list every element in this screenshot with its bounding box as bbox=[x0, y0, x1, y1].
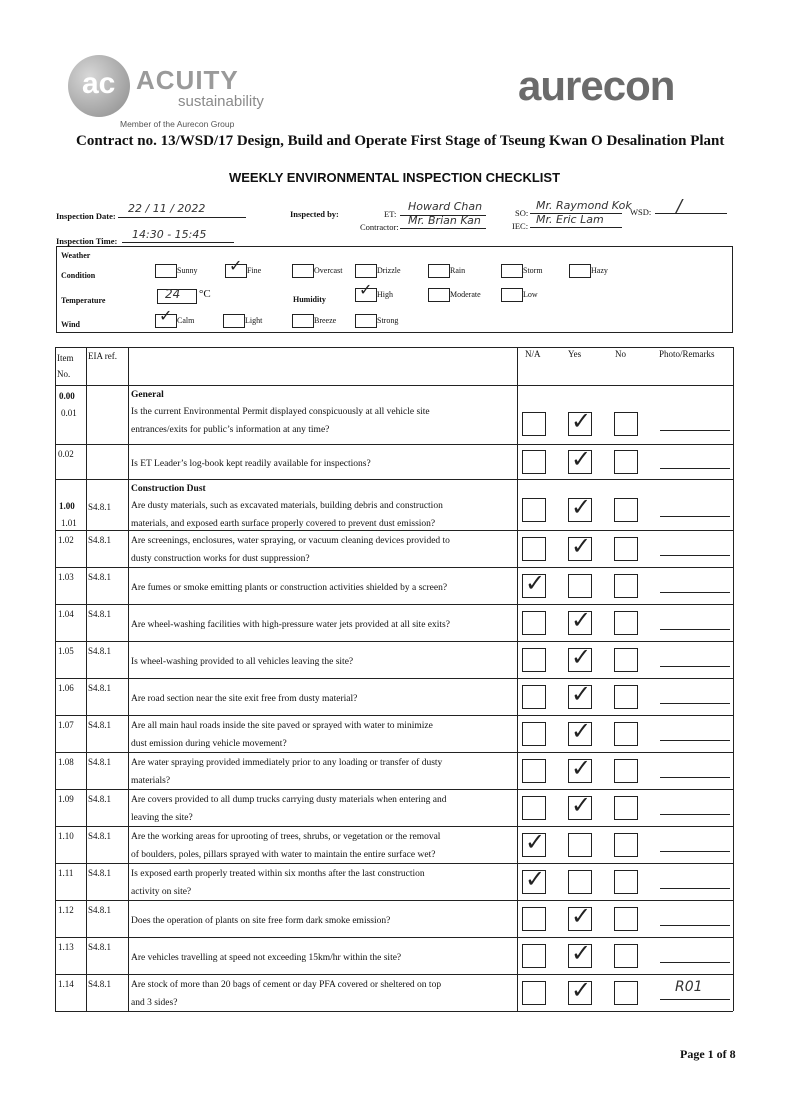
row-question: Is wheel-washing provided to all vehicles leaving the site? bbox=[131, 656, 354, 667]
row-question-line-2: materials? bbox=[131, 776, 171, 786]
wind-checkbox-breeze[interactable] bbox=[292, 314, 314, 328]
table-row-line bbox=[55, 678, 733, 679]
remarks-line[interactable] bbox=[660, 925, 730, 926]
answer-checkbox-no[interactable] bbox=[614, 498, 638, 522]
row-question-line-1: Are the working areas for uprooting of trees, shrubs, or vegetation or the removal bbox=[131, 832, 441, 842]
answer-check-icon: ✓ bbox=[571, 642, 592, 671]
row-question: Are vehicles travelling at speed not exceeding 15km/hr within the site? bbox=[131, 952, 402, 963]
weather-title: Weather bbox=[61, 251, 91, 260]
wsd-value[interactable]: / bbox=[676, 196, 683, 217]
table-row-line bbox=[55, 715, 733, 716]
condition-option-sunny: Sunny bbox=[177, 266, 198, 275]
answer-checkbox-no[interactable] bbox=[614, 722, 638, 746]
remarks-line[interactable] bbox=[660, 999, 730, 1000]
header-item: Item bbox=[57, 353, 74, 363]
iec-value[interactable]: Mr. Eric Lam bbox=[536, 213, 604, 226]
row-eia-ref: S4.8.1 bbox=[88, 868, 112, 878]
remarks-line[interactable] bbox=[660, 814, 730, 815]
row-item-number: 1.11 bbox=[58, 868, 74, 878]
wind-option-breeze: Breeze bbox=[314, 316, 337, 325]
row-eia-ref: S4.8.1 bbox=[88, 757, 112, 767]
inspection-time-line bbox=[122, 242, 234, 243]
row-question: Does the operation of plants on site free form dark smoke emission? bbox=[131, 915, 391, 926]
answer-checkbox-na[interactable] bbox=[522, 796, 546, 820]
table-row-line bbox=[55, 974, 733, 975]
iec-line bbox=[530, 227, 622, 228]
row-eia-ref: S4.8.1 bbox=[88, 535, 112, 545]
table-row-line bbox=[55, 641, 733, 642]
answer-checkbox-no[interactable] bbox=[614, 648, 638, 672]
answer-checkbox-no[interactable] bbox=[614, 574, 638, 598]
wsd-label: WSD: bbox=[630, 207, 652, 217]
answer-check-icon: ✓ bbox=[571, 407, 592, 435]
remarks-line[interactable] bbox=[660, 666, 730, 667]
row-item-number: 0.01 bbox=[61, 408, 77, 418]
wind-option-calm: Calm bbox=[177, 316, 195, 325]
wind-option-light: Light bbox=[245, 316, 263, 325]
condition-label: Condition bbox=[61, 271, 96, 280]
row-question-line-2: dust emission during vehicle movement? bbox=[131, 739, 287, 749]
answer-check-icon: ✓ bbox=[571, 493, 592, 521]
remarks-line[interactable] bbox=[660, 516, 730, 517]
row-question-line-1: Are covers provided to all dump trucks carrying dusty materials when entering and bbox=[131, 795, 447, 805]
row-question-line-1: Are dusty materials, such as excavated materials, building debris and construction bbox=[131, 501, 443, 511]
row-eia-ref: S4.8.1 bbox=[88, 905, 112, 915]
row-question-line-2: entrances/exits for public’s information at any time? bbox=[131, 425, 330, 435]
row-eia-ref: S4.8.1 bbox=[88, 572, 112, 582]
condition-option-rain: Rain bbox=[450, 266, 466, 275]
contractor-value[interactable]: Mr. Brian Kan bbox=[408, 214, 481, 227]
row-item-number: 1.05 bbox=[58, 646, 74, 656]
header-photo-remarks: Photo/Remarks bbox=[659, 349, 715, 359]
et-label: ET: bbox=[384, 209, 397, 219]
answer-checkbox-na[interactable] bbox=[522, 907, 546, 931]
table-row-line bbox=[55, 604, 733, 605]
answer-checkbox-na[interactable] bbox=[522, 759, 546, 783]
row-item-number: 1.09 bbox=[58, 794, 74, 804]
condition-checkbox-sunny[interactable] bbox=[155, 264, 177, 278]
condition-check-icon: ✓ bbox=[229, 256, 243, 275]
answer-checkbox-no[interactable] bbox=[614, 537, 638, 561]
checklist-title: WEEKLY ENVIRONMENTAL INSPECTION CHECKLIST bbox=[228, 170, 561, 185]
so-label: SO: bbox=[515, 208, 529, 218]
answer-checkbox-no[interactable] bbox=[614, 944, 638, 968]
condition-option-fine: Fine bbox=[247, 266, 262, 275]
answer-check-icon: ✓ bbox=[525, 827, 546, 856]
condition-option-storm: Storm bbox=[523, 266, 543, 275]
row-eia-ref: S4.8.1 bbox=[88, 831, 112, 841]
inspection-time-label: Inspection Time: bbox=[56, 236, 118, 246]
answer-checkbox-na[interactable] bbox=[522, 498, 546, 522]
row-question-line-2: activity on site? bbox=[131, 887, 192, 897]
humidity-checkbox-moderate[interactable] bbox=[428, 288, 450, 302]
answer-checkbox-no[interactable] bbox=[614, 685, 638, 709]
row-eia-ref: S4.8.1 bbox=[88, 720, 112, 730]
condition-option-overcast: Overcast bbox=[314, 266, 343, 275]
answer-check-icon: ✓ bbox=[571, 679, 592, 708]
answer-checkbox-na[interactable] bbox=[522, 981, 546, 1005]
answer-checkbox-no[interactable] bbox=[614, 981, 638, 1005]
answer-checkbox-na[interactable] bbox=[522, 611, 546, 635]
row-question-line-2: and 3 sides? bbox=[131, 998, 178, 1008]
row-item-number: 1.13 bbox=[58, 942, 74, 952]
row-question: Are wheel-washing facilities with high-pressure water jets provided at all site exits? bbox=[131, 619, 450, 630]
answer-checkbox-yes[interactable] bbox=[568, 870, 592, 894]
header-eia-ref: EIA ref. bbox=[88, 351, 117, 361]
remarks-line[interactable] bbox=[660, 851, 730, 852]
condition-option-drizzle: Drizzle bbox=[377, 266, 401, 275]
table-row-line bbox=[55, 937, 733, 938]
humidity-option-high: High bbox=[377, 290, 393, 299]
row-eia-ref: S4.8.1 bbox=[88, 979, 112, 989]
row-question-line-1: Is exposed earth properly treated within six months after the last construction bbox=[131, 869, 425, 879]
condition-option-hazy: Hazy bbox=[591, 266, 608, 275]
row-item-section-number: 0.00 bbox=[59, 391, 75, 401]
remarks-line[interactable] bbox=[660, 888, 730, 889]
header-yes: Yes bbox=[568, 349, 582, 359]
remarks-line[interactable] bbox=[660, 740, 730, 741]
wind-checkbox-strong[interactable] bbox=[355, 314, 377, 328]
answer-check-icon: ✓ bbox=[571, 790, 592, 819]
acuity-tagline: sustainability bbox=[178, 93, 264, 110]
row-eia-ref: S4.8.1 bbox=[88, 609, 112, 619]
answer-check-icon: ✓ bbox=[571, 531, 592, 560]
humidity-label: Humidity bbox=[293, 295, 326, 304]
row-item-number: 1.03 bbox=[58, 572, 74, 582]
remarks-line[interactable] bbox=[660, 555, 730, 556]
table-row-line bbox=[55, 347, 733, 348]
row-question: Are fumes or smoke emitting plants or construction activities shielded by a screen? bbox=[131, 582, 448, 593]
contractor-line bbox=[400, 228, 486, 229]
row-question: Are road section near the site exit free from dusty material? bbox=[131, 693, 358, 704]
row-eia-ref: S4.8.1 bbox=[88, 794, 112, 804]
row-eia-ref: S4.8.1 bbox=[88, 942, 112, 952]
answer-check-icon: ✓ bbox=[571, 444, 592, 473]
answer-checkbox-no[interactable] bbox=[614, 759, 638, 783]
row-section-title: General bbox=[131, 390, 164, 400]
answer-checkbox-na[interactable] bbox=[522, 685, 546, 709]
row-item-number: 1.08 bbox=[58, 757, 74, 767]
row-item-section-number: 1.00 bbox=[59, 501, 75, 511]
table-column-line bbox=[55, 347, 56, 1011]
row-eia-ref: S4.8.1 bbox=[88, 502, 112, 512]
row-question-line-1: Is the current Environmental Permit displayed conspicuously at all vehicle site bbox=[131, 407, 430, 417]
condition-checkbox-hazy[interactable] bbox=[569, 264, 591, 278]
row-question-line-1: Are stock of more than 20 bags of cement or day PFA covered or sheltered on top bbox=[131, 980, 442, 990]
wind-check-icon: ✓ bbox=[159, 306, 173, 325]
condition-checkbox-storm[interactable] bbox=[501, 264, 523, 278]
acuity-logo-icon bbox=[68, 55, 130, 117]
row-question-line-1: Are water spraying provided immediately prior to any loading or transfer of dusty bbox=[131, 758, 443, 768]
answer-check-icon: ✓ bbox=[525, 568, 546, 597]
row-item-number: 1.06 bbox=[58, 683, 74, 693]
row-item-number: 1.07 bbox=[58, 720, 74, 730]
contractor-label: Contractor: bbox=[360, 222, 399, 232]
acuity-mark: ac bbox=[82, 67, 116, 100]
remarks-line[interactable] bbox=[660, 468, 730, 469]
row-item-number: 1.02 bbox=[58, 535, 74, 545]
row-eia-ref: S4.8.1 bbox=[88, 646, 112, 656]
iec-label: IEC: bbox=[512, 221, 529, 231]
condition-checkbox-rain[interactable] bbox=[428, 264, 450, 278]
header-item-no: No. bbox=[57, 369, 71, 379]
answer-checkbox-na[interactable] bbox=[522, 537, 546, 561]
row-section-title: Construction Dust bbox=[131, 484, 206, 494]
inspected-by-label: Inspected by: bbox=[290, 209, 339, 219]
row-remark[interactable]: R01 bbox=[675, 978, 703, 995]
answer-checkbox-na[interactable] bbox=[522, 722, 546, 746]
wind-label: Wind bbox=[61, 320, 80, 329]
wind-checkbox-light[interactable] bbox=[223, 314, 245, 328]
answer-check-icon: ✓ bbox=[571, 716, 592, 745]
acuity-name: ACUITY bbox=[136, 65, 239, 95]
answer-checkbox-na[interactable] bbox=[522, 412, 546, 436]
row-question-line-2: dusty construction works for dust suppression? bbox=[131, 554, 310, 564]
row-eia-ref: S4.8.1 bbox=[88, 683, 112, 693]
header-no: No bbox=[615, 349, 626, 359]
inspection-date-line bbox=[118, 217, 246, 218]
temperature-value[interactable]: 24 bbox=[165, 287, 181, 301]
answer-checkbox-na[interactable] bbox=[522, 944, 546, 968]
checklist-table bbox=[55, 347, 733, 1011]
page-number: Page 1 of 8 bbox=[680, 1047, 736, 1061]
row-question-line-2: leaving the site? bbox=[131, 813, 193, 823]
temperature-unit: °C bbox=[199, 288, 211, 300]
table-column-line bbox=[733, 347, 734, 1011]
answer-checkbox-no[interactable] bbox=[614, 611, 638, 635]
remarks-line[interactable] bbox=[660, 592, 730, 593]
answer-check-icon: ✓ bbox=[571, 901, 592, 930]
temperature-label: Temperature bbox=[61, 296, 106, 305]
answer-checkbox-no[interactable] bbox=[614, 870, 638, 894]
contract-title: Contract no. 13/WSD/17 Design, Build and Operate First Stage of Tseung Kwan O Desalination Plant bbox=[76, 133, 725, 149]
answer-checkbox-no[interactable] bbox=[614, 450, 638, 474]
weather-box bbox=[56, 246, 733, 333]
answer-check-icon: ✓ bbox=[571, 605, 592, 634]
table-column-line bbox=[128, 347, 129, 1011]
row-question-line-2: materials, and exposed earth surface properly covered to prevent dust emission? bbox=[131, 519, 436, 529]
condition-checkbox-drizzle[interactable] bbox=[355, 264, 377, 278]
row-question-line-2: of boulders, poles, pillars sprayed with water to maintain the entire surface wet? bbox=[131, 850, 436, 860]
row-question: Is ET Leader’s log-book kept readily available for inspections? bbox=[131, 458, 371, 469]
table-column-line bbox=[517, 347, 518, 1011]
remarks-line[interactable] bbox=[660, 703, 730, 704]
answer-check-icon: ✓ bbox=[571, 975, 592, 1004]
inspection-date-label: Inspection Date: bbox=[56, 211, 116, 221]
answer-checkbox-na[interactable] bbox=[522, 450, 546, 474]
humidity-checkbox-low[interactable] bbox=[501, 288, 523, 302]
answer-checkbox-no[interactable] bbox=[614, 412, 638, 436]
answer-checkbox-yes[interactable] bbox=[568, 833, 592, 857]
row-item-number: 1.10 bbox=[58, 831, 74, 841]
wsd-line bbox=[655, 213, 727, 214]
humidity-option-moderate: Moderate bbox=[450, 290, 481, 299]
wind-option-strong: Strong bbox=[377, 316, 399, 325]
answer-checkbox-na[interactable] bbox=[522, 648, 546, 672]
row-item-number: 1.14 bbox=[58, 979, 74, 989]
answer-checkbox-no[interactable] bbox=[614, 833, 638, 857]
remarks-line[interactable] bbox=[660, 962, 730, 963]
answer-checkbox-yes[interactable] bbox=[568, 574, 592, 598]
answer-checkbox-no[interactable] bbox=[614, 796, 638, 820]
acuity-member-text: Member of the Aurecon Group bbox=[120, 119, 235, 129]
table-row-line bbox=[55, 444, 733, 445]
acuity-logo bbox=[68, 55, 268, 135]
row-question-line-1: Are screenings, enclosures, water spraying, or vacuum cleaning devices provided to bbox=[131, 536, 450, 546]
row-item-number: 1.04 bbox=[58, 609, 74, 619]
et-value[interactable]: Howard Chan bbox=[408, 200, 483, 213]
row-item-number: 1.01 bbox=[61, 518, 77, 528]
remarks-line[interactable] bbox=[660, 629, 730, 630]
row-item-number: 1.12 bbox=[58, 905, 74, 915]
inspection-date-value[interactable]: 22 / 11 / 2022 bbox=[128, 202, 206, 215]
row-item-number: 0.02 bbox=[58, 449, 74, 459]
remarks-line[interactable] bbox=[660, 430, 730, 431]
remarks-line[interactable] bbox=[660, 777, 730, 778]
answer-checkbox-no[interactable] bbox=[614, 907, 638, 931]
humidity-option-low: Low bbox=[523, 290, 538, 299]
answer-check-icon: ✓ bbox=[525, 864, 546, 893]
condition-checkbox-overcast[interactable] bbox=[292, 264, 314, 278]
answer-check-icon: ✓ bbox=[571, 753, 592, 782]
header-na: N/A bbox=[525, 349, 541, 359]
aurecon-logo: aurecon bbox=[518, 62, 675, 109]
table-column-line bbox=[86, 347, 87, 1011]
so-value[interactable]: Mr. Raymond Kok bbox=[536, 199, 632, 212]
row-question-line-1: Are all main haul roads inside the site paved or sprayed with water to minimize bbox=[131, 721, 433, 731]
humidity-check-icon: ✓ bbox=[359, 280, 373, 299]
inspection-time-value[interactable]: 14:30 - 15:45 bbox=[132, 228, 207, 241]
answer-check-icon: ✓ bbox=[571, 938, 592, 967]
